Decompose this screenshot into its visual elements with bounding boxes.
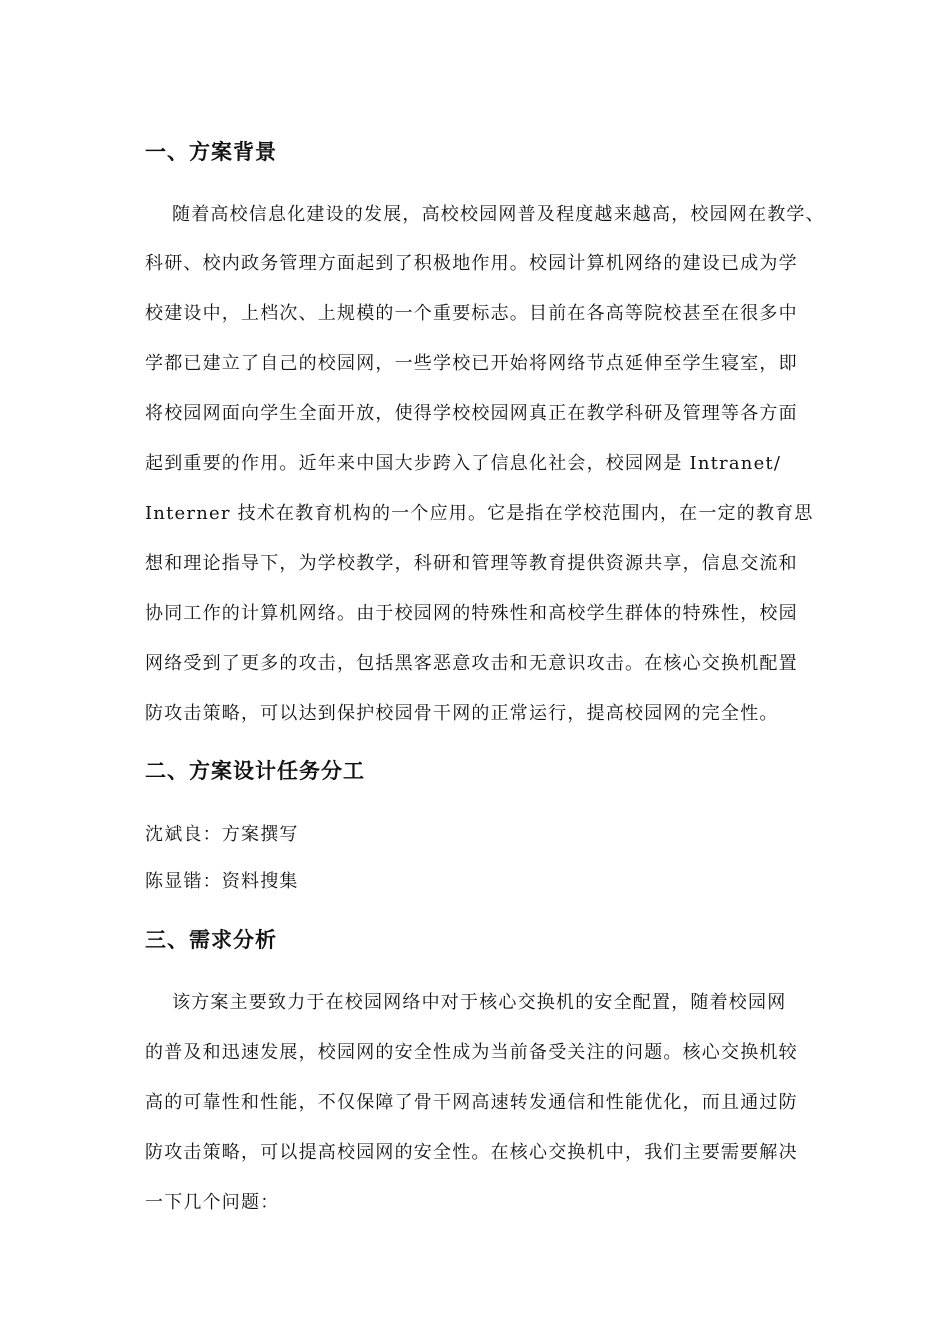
paragraph-line: 网络受到了更多的攻击，包括黑客恶意攻击和无意识攻击。在核心交换机配置 bbox=[145, 653, 798, 674]
paragraph-line: 该方案主要致力于在校园网络中对于核心交换机的安全配置，随着校园网 bbox=[172, 992, 787, 1013]
task-assignment-line: 陈显锴：资料搜集 bbox=[145, 871, 299, 892]
paragraph-line: 的普及和迅速发展，校园网的安全性成为当前备受关注的问题。核心交换机较 bbox=[145, 1042, 798, 1063]
paragraph-line: 随着高校信息化建设的发展，高校校园网普及程度越来越高，校园网在教学、 bbox=[172, 204, 825, 225]
paragraph-line: 科研、校内政务管理方面起到了积极地作用。校园计算机网络的建设已成为学 bbox=[145, 253, 798, 274]
paragraph-line: 防攻击策略，可以提高校园网的安全性。在核心交换机中，我们主要需要解决 bbox=[145, 1142, 798, 1163]
paragraph-line: 校建设中，上档次、上规模的一个重要标志。目前在各高等院校甚至在很多中 bbox=[145, 303, 798, 324]
paragraph-line: 学都已建立了自己的校园网，一些学校已开始将网络节点延伸至学生寝室，即 bbox=[145, 353, 798, 374]
paragraph-line: Interner 技术在教育机构的一个应用。它是指在学校范围内，在一定的教育思 bbox=[145, 503, 814, 524]
paragraph-line: 一下几个问题： bbox=[145, 1192, 280, 1213]
paragraph-line: 防攻击策略，可以达到保护校园骨干网的正常运行，提高校园网的完全性。 bbox=[145, 703, 779, 724]
task-assignment-line: 沈斌良：方案撰写 bbox=[145, 824, 299, 845]
paragraph-line: 将校园网面向学生全面开放，使得学校校园网真正在教学科研及管理等各方面 bbox=[145, 403, 798, 424]
paragraph-line: 想和理论指导下，为学校教学，科研和管理等教育提供资源共享，信息交流和 bbox=[145, 553, 798, 574]
section-heading-task-division: 二、方案设计任务分工 bbox=[145, 759, 365, 783]
paragraph-line: 高的可靠性和性能，不仅保障了骨干网高速转发通信和性能优化，而且通过防 bbox=[145, 1092, 798, 1113]
section-heading-background: 一、方案背景 bbox=[145, 140, 277, 164]
section-heading-requirements: 三、需求分析 bbox=[145, 928, 277, 952]
paragraph-line: 协同工作的计算机网络。由于校园网的特殊性和高校学生群体的特殊性，校园 bbox=[145, 603, 798, 624]
paragraph-line: 起到重要的作用。近年来中国大步跨入了信息化社会，校园网是 Intranet/ bbox=[145, 453, 782, 474]
